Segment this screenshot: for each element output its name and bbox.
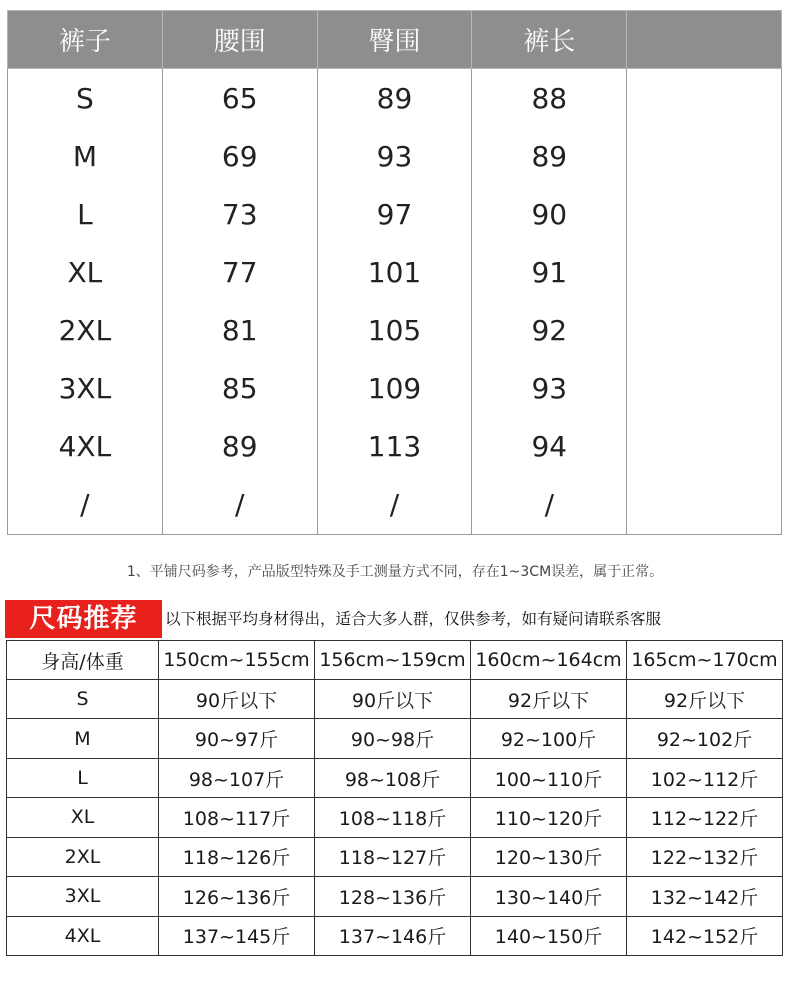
size-table-row [8,185,782,243]
size-table-cell: / [317,476,472,535]
recommend-table-row [7,680,783,719]
recommend-table-cell: 90~98斤 [315,719,471,758]
recommend-table-cell-size: S [7,680,159,719]
recommend-table-cell-size: M [7,719,159,758]
size-table-cell [627,69,782,128]
size-table-cell: 85 [162,360,317,418]
size-table-cell-size: L [8,185,163,243]
recommend-table-header-row [7,641,783,680]
recommend-table-cell: 126~136斤 [159,877,315,916]
size-table-cell: 81 [162,301,317,359]
size-table-cell: / [472,476,627,535]
size-table-cell: / [162,476,317,535]
size-table-cell: 94 [472,418,627,476]
size-table-cell-size: S [8,69,163,128]
recommend-table-cell: 118~126斤 [159,837,315,876]
recommend-header [5,600,785,638]
recommend-table-cell: 90斤以下 [159,680,315,719]
size-table-cell: 93 [472,360,627,418]
recommend-table-cell-size: 3XL [7,877,159,916]
size-table-row [8,69,782,128]
size-table-cell [627,185,782,243]
recommend-table-cell: 92斤以下 [471,680,627,719]
recommend-table-cell: 137~146斤 [315,916,471,955]
recommend-table-cell: 130~140斤 [471,877,627,916]
recommend-table-cell: 108~118斤 [315,798,471,837]
size-table-cell-size: XL [8,243,163,301]
size-table-cell [627,243,782,301]
recommend-table-header: 156cm~159cm [315,641,471,680]
recommend-table-cell: 118~127斤 [315,837,471,876]
size-table-cell: 105 [317,301,472,359]
recommend-table-cell: 90~97斤 [159,719,315,758]
recommend-table-cell: 98~108斤 [315,758,471,797]
recommend-table-cell: 92~102斤 [627,719,783,758]
recommend-table-cell: 90斤以下 [315,680,471,719]
recommend-table-cell: 98~107斤 [159,758,315,797]
size-table-cell: 69 [162,127,317,185]
size-table-cell: 89 [162,418,317,476]
size-table-cell [627,418,782,476]
recommend-table-row [7,798,783,837]
size-table-cell [627,360,782,418]
size-table-cell: 113 [317,418,472,476]
size-table-cell: 77 [162,243,317,301]
size-table-header: 腰围 [162,11,317,69]
size-table-header [627,11,782,69]
size-table-row [8,243,782,301]
recommend-table-header: 165cm~170cm [627,641,783,680]
size-table-header-row [8,11,782,69]
recommend-table-cell: 102~112斤 [627,758,783,797]
recommend-badge: 尺码推荐 [5,600,162,638]
recommend-table-cell: 122~132斤 [627,837,783,876]
size-table-header: 裤子 [8,11,163,69]
recommend-table-row [7,719,783,758]
recommend-table-cell: 92~100斤 [471,719,627,758]
measurement-note: 1、平铺尺码参考，产品版型特殊及手工测量方式不同，存在1~3CM误差，属于正常。 [126,564,664,580]
recommend-table-row [7,837,783,876]
size-table-cell: 91 [472,243,627,301]
recommend-table-cell: 140~150斤 [471,916,627,955]
size-table-row [8,418,782,476]
size-table-cell-size: M [8,127,163,185]
size-table-row [8,127,782,185]
size-table-cell-size: / [8,476,163,535]
recommend-table-cell-size: 2XL [7,837,159,876]
recommend-table-cell: 137~145斤 [159,916,315,955]
recommend-table-cell: 142~152斤 [627,916,783,955]
recommend-table-cell: 108~117斤 [159,798,315,837]
size-table-cell: 65 [162,69,317,128]
recommend-table-header: 150cm~155cm [159,641,315,680]
size-table-cell: 92 [472,301,627,359]
recommend-table-header: 160cm~164cm [471,641,627,680]
size-table-row [8,476,782,535]
size-table-cell: 73 [162,185,317,243]
size-table-cell [627,476,782,535]
recommend-table-row [7,758,783,797]
recommend-table-cell: 110~120斤 [471,798,627,837]
size-table-header: 臀围 [317,11,472,69]
size-table-row [8,360,782,418]
recommend-table-cell-size: L [7,758,159,797]
size-table-cell: 93 [317,127,472,185]
size-table-cell [627,127,782,185]
size-table-cell: 90 [472,185,627,243]
recommend-table-cell: 132~142斤 [627,877,783,916]
recommend-table-cell-size: XL [7,798,159,837]
size-table-row [8,301,782,359]
size-table-cell: 101 [317,243,472,301]
recommend-description: 以下根据平均身材得出，适合大多人群，仅供参考，如有疑问请联系客服 [165,610,662,628]
size-table-cell-size: 2XL [8,301,163,359]
size-table-header: 裤长 [472,11,627,69]
size-table-cell: 89 [472,127,627,185]
size-table-cell-size: 3XL [8,360,163,418]
recommend-table-cell: 128~136斤 [315,877,471,916]
recommend-table-cell: 92斤以下 [627,680,783,719]
recommend-table-cell: 100~110斤 [471,758,627,797]
size-table-cell [627,301,782,359]
size-measurement-table [7,10,782,535]
size-recommend-table [6,640,783,956]
recommend-table-cell: 120~130斤 [471,837,627,876]
recommend-table-row [7,877,783,916]
recommend-table-cell-size: 4XL [7,916,159,955]
recommend-table-header: 身高/体重 [7,641,159,680]
recommend-table-cell: 112~122斤 [627,798,783,837]
size-table-cell: 88 [472,69,627,128]
size-table-cell: 89 [317,69,472,128]
size-table-cell: 97 [317,185,472,243]
recommend-table-row [7,916,783,955]
size-table-cell: 109 [317,360,472,418]
size-table-cell-size: 4XL [8,418,163,476]
